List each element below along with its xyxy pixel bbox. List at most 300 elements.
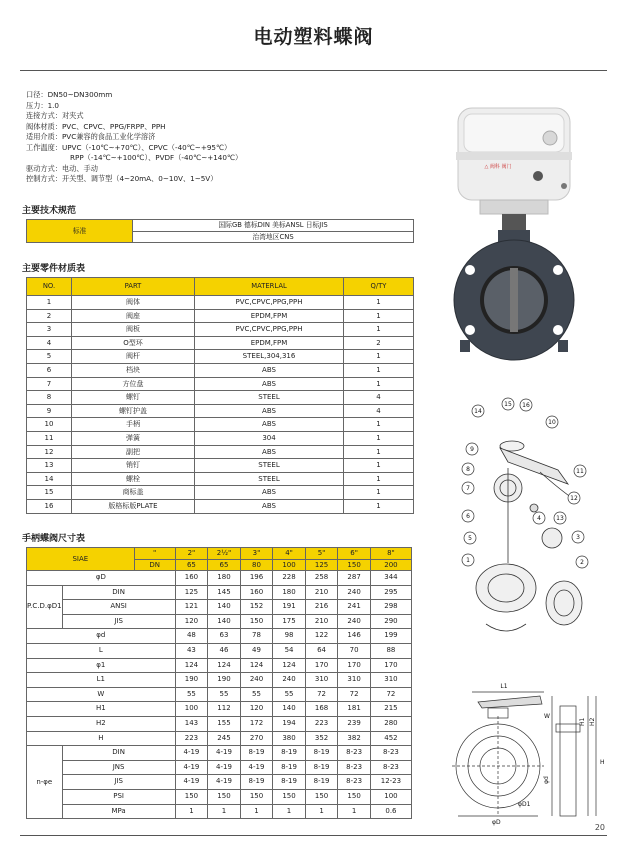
dims-cell: 1 [240, 804, 273, 819]
dims-cell: 181 [338, 702, 371, 717]
dims-cell: 199 [370, 629, 411, 644]
dims-cell: 240 [338, 614, 371, 629]
parts-row [27, 309, 414, 323]
dims-header-dn-label: DN [134, 559, 175, 571]
parts-cell-part: 档块 [72, 363, 195, 377]
parts-cell-qty: 1 [344, 363, 414, 377]
parts-cell-no: 11 [27, 431, 72, 445]
dims-cell: 150 [273, 789, 306, 804]
dims-row-sublabel: ANSI [62, 600, 175, 615]
svg-text:8: 8 [466, 466, 470, 473]
dims-header-inch: 2" [175, 548, 208, 560]
dims-row [27, 760, 412, 775]
callout-8 [462, 463, 474, 475]
dims-row-label: L [27, 643, 176, 658]
dims-row-sublabel: PSI [62, 789, 175, 804]
dims-row [27, 614, 412, 629]
dims-cell: 1 [273, 804, 306, 819]
parts-cell-qty: 1 [344, 459, 414, 473]
parts-cell-material: PVC,CPVC,PPG,PPH [195, 296, 344, 310]
parts-cell-qty: 4 [344, 404, 414, 418]
dims-cell: 8-19 [273, 746, 306, 761]
parts-cell-qty: 1 [344, 431, 414, 445]
dims-row-label: H2 [27, 716, 176, 731]
dims-cell: 125 [175, 585, 208, 600]
parts-cell-qty: 2 [344, 336, 414, 350]
callout-13 [554, 512, 566, 524]
dims-cell: 295 [370, 585, 411, 600]
dims-header-dn: 80 [240, 559, 273, 571]
dims-cell: 112 [208, 702, 241, 717]
dims-cell: 190 [208, 673, 241, 688]
dims-cell: 8-19 [273, 775, 306, 790]
dims-header-dn: 150 [338, 559, 371, 571]
parts-cell-material: STEEL [195, 391, 344, 405]
dims-cell: 72 [305, 687, 338, 702]
dims-cell: 180 [273, 585, 306, 600]
standards-heading: 主要技术规范 [22, 206, 77, 216]
parts-cell-qty: 1 [344, 486, 414, 500]
dims-cell: 240 [273, 673, 306, 688]
parts-header-part: PART [72, 278, 195, 296]
spec-body-material: 阀体材质：PVC、CPVC、PPG/FRPP、PPH [26, 121, 166, 131]
callout-2 [576, 556, 588, 568]
dims-cell: 124 [273, 658, 306, 673]
svg-text:10: 10 [548, 419, 556, 426]
dims-header-dn: 65 [208, 559, 241, 571]
dims-cell: 120 [175, 614, 208, 629]
dims-cell: 380 [273, 731, 306, 746]
dims-row-label: n-φe [27, 746, 63, 819]
parts-heading: 主要零件材质表 [22, 264, 86, 274]
parts-cell-qty: 1 [344, 472, 414, 486]
dims-cell: 223 [305, 716, 338, 731]
dims-cell: 12-23 [370, 775, 411, 790]
dims-row [27, 775, 412, 790]
parts-cell-part: 螺栓 [72, 472, 195, 486]
dims-cell: 196 [240, 571, 273, 586]
parts-cell-material: EPDM,FPM [195, 309, 344, 323]
dim-label-h2: H2 [589, 717, 596, 726]
dims-row-sublabel: JNS [62, 760, 175, 775]
valve-photo [440, 90, 608, 376]
callout-3 [572, 531, 584, 543]
dims-row-label: H [27, 731, 176, 746]
dims-cell: 280 [370, 716, 411, 731]
dims-cell: 140 [208, 600, 241, 615]
dims-cell: 72 [370, 687, 411, 702]
svg-text:7: 7 [466, 485, 470, 492]
dim-label-h1: H1 [579, 717, 586, 726]
dims-cell: 140 [273, 702, 306, 717]
parts-row [27, 350, 414, 364]
parts-cell-qty: 1 [344, 309, 414, 323]
dims-row-label: φ1 [27, 658, 176, 673]
svg-text:13: 13 [556, 515, 564, 522]
dims-table [26, 547, 412, 819]
svg-text:11: 11 [576, 468, 584, 475]
dims-cell: 4-19 [208, 760, 241, 775]
dims-cell: 72 [338, 687, 371, 702]
parts-cell-no: 13 [27, 459, 72, 473]
svg-text:16: 16 [522, 402, 530, 409]
parts-row [27, 472, 414, 486]
dims-header-inch: 3" [240, 548, 273, 560]
dims-header-inch: 4" [273, 548, 306, 560]
dims-cell: 8-23 [338, 746, 371, 761]
dims-row-label: P.C.D.φD1 [27, 585, 63, 629]
dims-cell: 150 [175, 789, 208, 804]
standards-label: 标准 [27, 220, 133, 243]
spec-control: 控制方式：开关型、调节型（4~20mA、0~10V、1~5V） [26, 174, 218, 183]
standards-table [26, 219, 414, 243]
dims-header-row-1 [27, 548, 412, 560]
callout-12 [568, 492, 580, 504]
dims-row [27, 585, 412, 600]
top-divider [20, 70, 607, 71]
dims-cell: 258 [305, 571, 338, 586]
parts-cell-no: 10 [27, 418, 72, 432]
parts-cell-part: 版格标版PLATE [72, 499, 195, 513]
spec-size: 口径：DN50~DN300mm [26, 90, 113, 99]
dims-cell: 1 [175, 804, 208, 819]
parts-row [27, 431, 414, 445]
dims-cell: 46 [208, 643, 241, 658]
dims-cell: 310 [370, 673, 411, 688]
parts-cell-no: 15 [27, 486, 72, 500]
dims-cell: 88 [370, 643, 411, 658]
callout-10 [546, 416, 558, 428]
bottom-divider [20, 835, 607, 836]
parts-cell-no: 14 [27, 472, 72, 486]
dim-label-d1: φD1 [518, 801, 531, 808]
dims-row-sublabel: DIN [62, 746, 175, 761]
dims-cell: 150 [240, 614, 273, 629]
parts-body [27, 296, 414, 514]
exploded-view-diagram [448, 388, 608, 656]
dims-header-dn: 125 [305, 559, 338, 571]
dims-cell: 1 [208, 804, 241, 819]
dims-cell: 4-19 [240, 760, 273, 775]
dims-row [27, 702, 412, 717]
dims-cell: 210 [305, 585, 338, 600]
dims-cell: 54 [273, 643, 306, 658]
dims-cell: 4-19 [175, 760, 208, 775]
dims-cell: 240 [240, 673, 273, 688]
callout-4 [533, 512, 545, 524]
spec-list [26, 90, 242, 185]
dims-cell: 49 [240, 643, 273, 658]
parts-row [27, 336, 414, 350]
parts-row [27, 499, 414, 513]
dims-cell: 8-19 [305, 760, 338, 775]
dims-cell: 55 [273, 687, 306, 702]
parts-cell-material: 304 [195, 431, 344, 445]
parts-cell-part: 销钉 [72, 459, 195, 473]
dims-cell: 43 [175, 643, 208, 658]
parts-cell-part: 阀杆 [72, 350, 195, 364]
callout-15 [502, 398, 514, 410]
parts-row [27, 323, 414, 337]
dims-cell: 452 [370, 731, 411, 746]
dims-cell: 98 [273, 629, 306, 644]
svg-text:2: 2 [580, 559, 584, 566]
dims-row [27, 600, 412, 615]
svg-text:9: 9 [470, 446, 474, 453]
dims-cell: 120 [240, 702, 273, 717]
dims-cell: 124 [208, 658, 241, 673]
dims-cell: 228 [273, 571, 306, 586]
standards-row-1: 国际GB 德标DIN 美标ANSL 日标JIS [133, 220, 414, 232]
dims-row [27, 658, 412, 673]
svg-text:6: 6 [466, 513, 470, 520]
dims-cell: 48 [175, 629, 208, 644]
parts-row [27, 486, 414, 500]
dims-header-dn: 200 [370, 559, 411, 571]
dims-row [27, 789, 412, 804]
dims-row-sublabel: JIS [62, 614, 175, 629]
parts-cell-no: 6 [27, 363, 72, 377]
dims-cell: 64 [305, 643, 338, 658]
parts-row [27, 418, 414, 432]
svg-text:15: 15 [504, 401, 512, 408]
parts-cell-no: 12 [27, 445, 72, 459]
parts-row [27, 377, 414, 391]
dims-cell: 78 [240, 629, 273, 644]
svg-text:14: 14 [474, 408, 482, 415]
svg-text:3: 3 [576, 534, 580, 541]
parts-cell-no: 4 [27, 336, 72, 350]
dims-cell: 8-23 [370, 746, 411, 761]
dims-cell: 146 [338, 629, 371, 644]
dims-cell: 55 [208, 687, 241, 702]
spec-pressure: 压力：1.0 [26, 100, 59, 110]
parts-row [27, 404, 414, 418]
dims-cell: 124 [175, 658, 208, 673]
parts-cell-material: ABS [195, 404, 344, 418]
dims-row [27, 629, 412, 644]
dims-cell: 4-19 [175, 775, 208, 790]
dims-cell: 4-19 [208, 775, 241, 790]
dims-cell: 100 [175, 702, 208, 717]
dims-cell: 150 [305, 789, 338, 804]
dims-cell: 150 [240, 789, 273, 804]
dims-cell: 287 [338, 571, 371, 586]
parts-cell-material: ABS [195, 445, 344, 459]
parts-cell-material: PVC,CPVC,PPG,PPH [195, 323, 344, 337]
parts-row [27, 363, 414, 377]
parts-cell-part: 阀体 [72, 296, 195, 310]
dims-row [27, 731, 412, 746]
page-title: 电动塑料蝶阀 [253, 26, 374, 48]
dims-cell: 175 [273, 614, 306, 629]
dims-row [27, 643, 412, 658]
dims-cell: 150 [208, 789, 241, 804]
parts-cell-no: 2 [27, 309, 72, 323]
dims-row-sublabel: DIN [62, 585, 175, 600]
parts-cell-part: 弹簧 [72, 431, 195, 445]
parts-cell-part: 方位盘 [72, 377, 195, 391]
parts-cell-qty: 1 [344, 296, 414, 310]
svg-text:4: 4 [537, 515, 541, 522]
parts-cell-material: STEEL [195, 459, 344, 473]
parts-cell-part: 副把 [72, 445, 195, 459]
dims-cell: 55 [240, 687, 273, 702]
dims-cell: 8-23 [370, 760, 411, 775]
parts-row [27, 445, 414, 459]
parts-cell-qty: 1 [344, 377, 414, 391]
parts-cell-no: 16 [27, 499, 72, 513]
parts-cell-part: 阀板 [72, 323, 195, 337]
spec-temperature: 工作温度：UPVC（-10℃~+70℃）、CPVC（-40℃~+95℃） [26, 142, 232, 152]
dims-header-inch: 5" [305, 548, 338, 560]
parts-cell-qty: 1 [344, 323, 414, 337]
dims-cell: 150 [338, 789, 371, 804]
dims-cell: 241 [338, 600, 371, 615]
parts-cell-no: 5 [27, 350, 72, 364]
dims-header-inch: 6" [338, 548, 371, 560]
callout-9 [466, 443, 478, 455]
dims-cell: 180 [208, 571, 241, 586]
dims-cell: 63 [208, 629, 241, 644]
dims-cell: 352 [305, 731, 338, 746]
parts-cell-part: O型环 [72, 336, 195, 350]
dims-header-dn: 65 [175, 559, 208, 571]
dims-cell: 1 [338, 804, 371, 819]
parts-cell-no: 8 [27, 391, 72, 405]
page-number: 20 [594, 823, 605, 832]
dims-cell: 172 [240, 716, 273, 731]
parts-cell-part: 螺钉护盖 [72, 404, 195, 418]
callout-7 [462, 482, 474, 494]
parts-header-no: NO. [27, 278, 72, 296]
callout-11 [574, 465, 586, 477]
parts-cell-material: ABS [195, 486, 344, 500]
parts-cell-qty: 1 [344, 350, 414, 364]
svg-text:12: 12 [570, 495, 578, 502]
parts-cell-material: EPDM,FPM [195, 336, 344, 350]
dims-row [27, 804, 412, 819]
parts-cell-no: 7 [27, 377, 72, 391]
spec-medium: 适用介质：PVC兼容的食品工业化学溶济 [26, 132, 156, 141]
parts-cell-material: ABS [195, 418, 344, 432]
dimension-drawing [448, 666, 608, 826]
dims-header-inch: 8" [370, 548, 411, 560]
dims-cell: 145 [208, 585, 241, 600]
dims-body [27, 571, 412, 819]
dims-header-siae: SIAE [27, 548, 135, 571]
dims-cell: 160 [240, 585, 273, 600]
actuator-logo: △ 阀科 阀门 [484, 164, 512, 170]
dims-cell: 310 [305, 673, 338, 688]
dims-cell: 190 [175, 673, 208, 688]
dims-row-label: W [27, 687, 176, 702]
dims-cell: 8-23 [338, 760, 371, 775]
dims-row-label: φd [27, 629, 176, 644]
dims-cell: 8-19 [273, 760, 306, 775]
parts-cell-material: ABS [195, 377, 344, 391]
dims-cell: 122 [305, 629, 338, 644]
parts-cell-part: 螺钉 [72, 391, 195, 405]
dims-cell: 382 [338, 731, 371, 746]
parts-cell-qty: 1 [344, 445, 414, 459]
dims-cell: 216 [305, 600, 338, 615]
dims-cell: 194 [273, 716, 306, 731]
callout-16 [520, 399, 532, 411]
parts-cell-part: 商标盖 [72, 486, 195, 500]
dims-cell: 239 [338, 716, 371, 731]
standards-row-2: 治湾地区CNS [133, 231, 414, 243]
dim-label-w: W [544, 713, 550, 720]
dims-cell: 4-19 [208, 746, 241, 761]
dims-row-label: L1 [27, 673, 176, 688]
dims-cell: 170 [305, 658, 338, 673]
dims-row-label: H1 [27, 702, 176, 717]
dims-cell: 70 [338, 643, 371, 658]
dims-cell: 8-19 [305, 775, 338, 790]
parts-cell-material: STEEL,304,316 [195, 350, 344, 364]
dims-header-inch-label: " [134, 548, 175, 560]
dims-cell: 344 [370, 571, 411, 586]
dims-cell: 223 [175, 731, 208, 746]
dim-label-d: φD [492, 819, 501, 826]
parts-cell-qty: 1 [344, 499, 414, 513]
dims-cell: 170 [338, 658, 371, 673]
parts-cell-part: 手柄 [72, 418, 195, 432]
parts-row [27, 296, 414, 310]
dims-cell: 245 [208, 731, 241, 746]
dims-cell: 168 [305, 702, 338, 717]
dims-cell: 1 [305, 804, 338, 819]
callout-1 [462, 554, 474, 566]
dims-cell: 140 [208, 614, 241, 629]
dims-row [27, 571, 412, 586]
dims-header-inch: 2½" [208, 548, 241, 560]
dims-cell: 55 [175, 687, 208, 702]
dims-header-dn: 100 [273, 559, 306, 571]
dims-cell: 155 [208, 716, 241, 731]
parts-cell-qty: 1 [344, 418, 414, 432]
svg-text:1: 1 [466, 557, 470, 564]
dims-cell: 210 [305, 614, 338, 629]
dims-cell: 152 [240, 600, 273, 615]
parts-cell-qty: 4 [344, 391, 414, 405]
dims-cell: 0.6 [370, 804, 411, 819]
dims-row-sublabel: MPa [62, 804, 175, 819]
parts-cell-part: 阀座 [72, 309, 195, 323]
dims-cell: 215 [370, 702, 411, 717]
dims-cell: 290 [370, 614, 411, 629]
dims-cell: 4-19 [175, 746, 208, 761]
dims-cell: 8-19 [240, 746, 273, 761]
dims-row [27, 687, 412, 702]
dims-cell: 100 [370, 789, 411, 804]
dims-cell: 191 [273, 600, 306, 615]
dims-heading: 手柄蝶阀尺寸表 [22, 534, 86, 544]
dims-cell: 8-23 [338, 775, 371, 790]
dim-label-dd: φd [543, 776, 550, 784]
dims-row-label: φD [27, 571, 176, 586]
parts-header-material: MATERLAL [195, 278, 344, 296]
parts-table [26, 277, 414, 514]
svg-text:5: 5 [468, 535, 472, 542]
dims-cell: 170 [370, 658, 411, 673]
dims-cell: 8-19 [305, 746, 338, 761]
dims-row-sublabel: JIS [62, 775, 175, 790]
callout-14 [472, 405, 484, 417]
parts-cell-no: 1 [27, 296, 72, 310]
dim-label-h: H [600, 759, 605, 766]
